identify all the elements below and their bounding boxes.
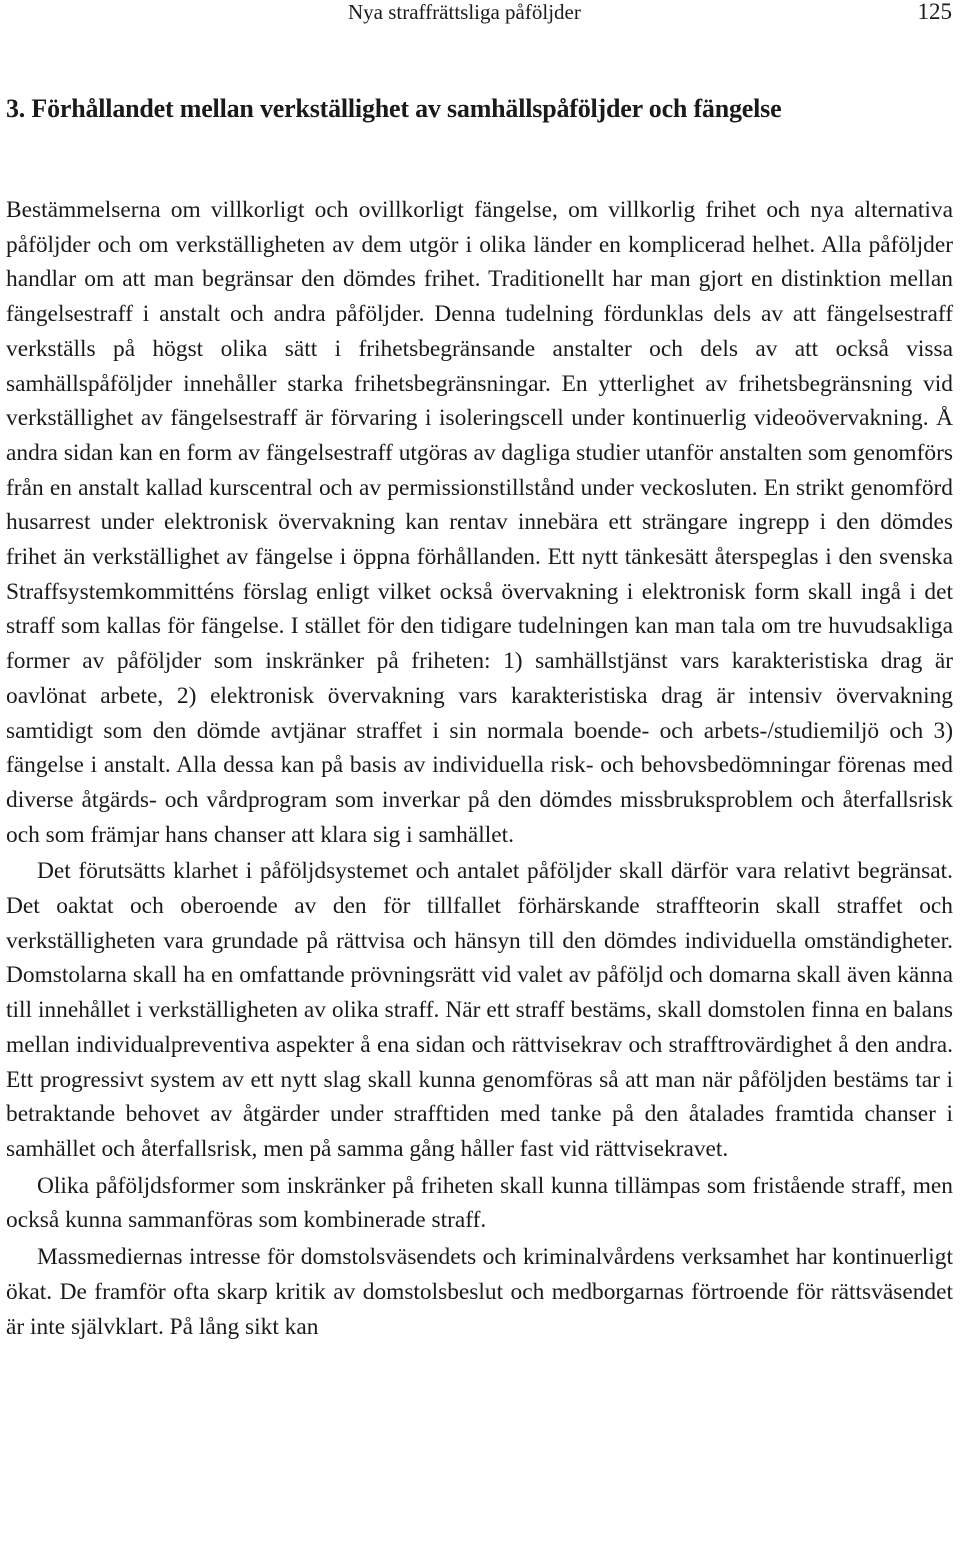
running-head (0, 0, 960, 24)
paragraph-3: Olika påföljdsformer som inskränker på friheten skall kunna tillämpas som fristående straff, men också kunna sammanföras som kombinerade straff. (6, 1172, 953, 1234)
paragraph-4: Massmediernas intresse för domstolsväsendets och kriminalvårdens verksamhet har kontinuerligt ökat. De framför ofta skarp kritik av domstolsbeslut och medborgarnas förtroende för rättsväsendet är inte självklart. På lång sikt kan (6, 1244, 953, 1340)
paragraph-1: Bestämmelserna om villkorligt och ovillkorligt fängelse, om villkorlig frihet och nya alternativa påföljder och om verkställigheten av dem utgör i olika länder en komplicerad helhet. Alla påföljder handlar om att man begränsar den dömdes frihet. Traditionellt har man gjort en distinktion mellan fängelsestraff i anstalt och andra påföljder. Denna tudelning fördunklas dels av att fängelsestraff verkställs på högst olika sätt i frihetsbegränsande anstalter och dels av att också vissa samhällspåföljder innehåller starka frihetsbegränsningar. En ytterlighet av frihetsbegränsning vid verkställighet av fängelsestraff är förvaring i isoleringscell under kontinuerlig videoövervakning. Å andra sidan kan en form av fängelsestraff utgöras av dagliga studier utanför anstalten som genomförs från en anstalt kallad kurscentral och av permissionstillstånd under veckosluten. En strikt genomförd husarrest under elektronisk övervakning kan rentav innebära ett strängare ingrepp i den dömdes frihet än verkställighet av fängelse i öppna förhållanden. Ett nytt tänkesätt återspeglas i den svenska Straffsystemkommitténs förslag enligt vilket också övervakning i elektronisk form skall ingå i det straff som kallas för fängelse. I stället för den tidigare tudelningen kan man tala om tre huvudsakliga former av påföljder som inskränker på friheten: 1) samhällstjänst vars karakteristiska drag är oavlönat arbete, 2) elektronisk övervakning vars karakteristiska drag är intensiv övervakning samtidigt som den dömde avtjänar straffet i sin normala boende- och arbets-/studiemiljö och 3) fängelse i anstalt. Alla dessa kan på basis av individuella risk- och behovsbedömningar förenas med diverse åtgärds- och vårdprogram som inverkar på den dömdes missbruksproblem och återfallsrisk och som främjar hans chanser att klara sig i samhället. (6, 197, 953, 848)
running-head-title: Nya straffrättsliga påföljder (348, 0, 581, 24)
page-number: 125 (917, 0, 952, 24)
paragraph-2: Det förutsätts klarhet i påföljdsystemet och antalet påföljder skall därför vara relativt begränsat. Det oaktat och oberoende av den för tillfallet förhärskande straffteorin skall straffet och verkställigheten vara grundade på rättvisa och hänsyn till den dömdes individuella omständigheter. Domstolarna skall ha en omfattande prövningsrätt vid valet av påföljd och domarna skall även känna till innehållet i verkställigheten av olika straff. När ett straff bestäms, skall domstolen finna en balans mellan individualpreventiva aspekter å ena sidan och rättvisekrav och strafftrovärdighet å den andra. Ett progressivt system av ett nytt slag skall kunna genomföras så att man när påföljden bestäms tar i betraktande behovet av åtgärder under strafftiden med tanke på den åtalades framtida chanser i samhället och återfallsrisk, men på samma gång håller fast vid rättvisekravet. (6, 858, 953, 1162)
section-heading: 3. Förhållandet mellan verkställighet av samhällspåföljder och fängelse (6, 94, 782, 123)
body-text (6, 193, 953, 1344)
